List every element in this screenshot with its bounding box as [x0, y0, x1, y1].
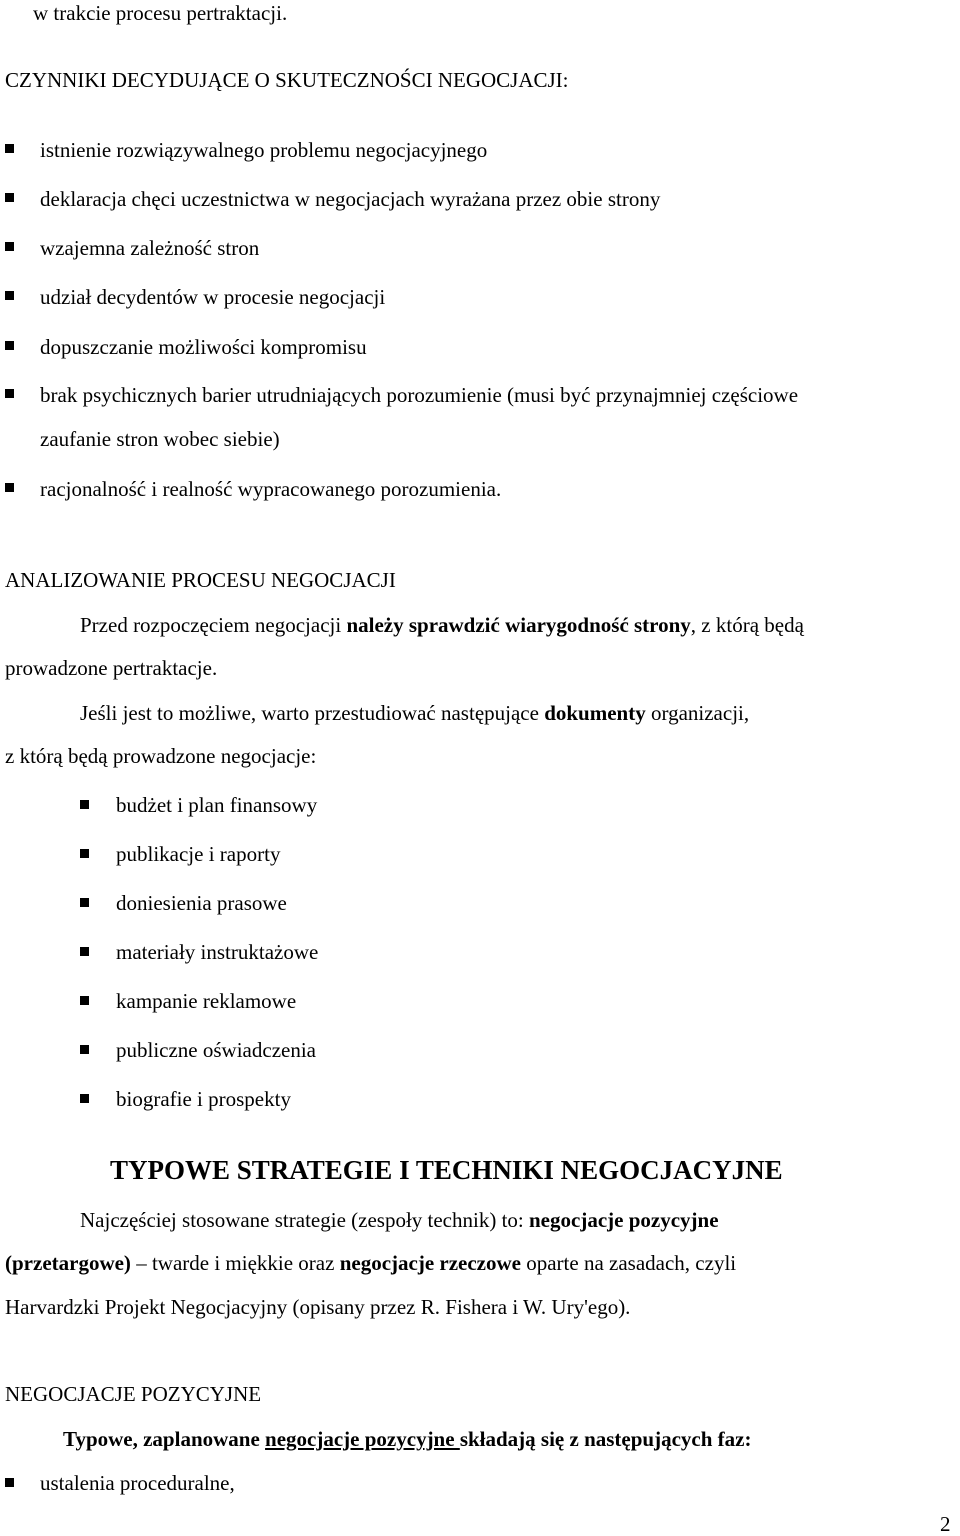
list-item: wzajemna zależność stron	[40, 236, 260, 260]
text-span: Przed rozpoczęciem negocjacji	[80, 613, 347, 637]
emphasis-text: dokumenty	[544, 701, 646, 725]
strategies-line-1	[80, 1210, 719, 1231]
bullet-icon	[5, 291, 14, 300]
list-item: racjonalność i realność wypracowanego porozumienia.	[40, 477, 502, 501]
bullet-icon	[5, 1478, 14, 1487]
bullet-icon	[80, 947, 89, 956]
text-span: – twarde i miękkie oraz	[130, 1251, 340, 1275]
list-item: ustalenia proceduralne,	[40, 1471, 235, 1495]
underlined-text: negocjacje pozycyjne	[265, 1427, 460, 1451]
emphasis-text: negocjacje pozycyjne	[529, 1208, 719, 1232]
analysis-paragraph-1-line-2: prowadzone pertraktacje.	[5, 656, 218, 680]
page-number: 2	[940, 1512, 951, 1536]
list-item: publikacje i raporty	[116, 842, 281, 866]
factors-heading: CZYNNIKI DECYDUJĄCE O SKUTECZNOŚCI NEGOCJACJI:	[5, 68, 569, 92]
bullet-icon	[80, 800, 89, 809]
analysis-paragraph-2	[80, 703, 749, 724]
analysis-paragraph-1	[80, 615, 804, 636]
positional-lead	[63, 1429, 751, 1450]
intro-tail-text: w trakcie procesu pertraktacji.	[33, 1, 288, 25]
list-item: deklaracja chęci uczestnictwa w negocjacjach wyrażana przez obie strony	[40, 187, 661, 211]
list-item: istnienie rozwiązywalnego problemu negocjacyjnego	[40, 138, 488, 162]
text-span: organizacji,	[645, 701, 750, 725]
list-item: kampanie reklamowe	[116, 989, 297, 1013]
list-item: biografie i prospekty	[116, 1087, 291, 1111]
list-item: materiały instruktażowe	[116, 940, 319, 964]
bullet-icon	[5, 144, 14, 153]
list-item: brak psychicznych barier utrudniających porozumienie (musi być przynajmniej częściowe	[40, 383, 799, 407]
text-span: Typowe, zaplanowane	[63, 1427, 266, 1451]
bullet-icon	[80, 1094, 89, 1103]
text-span: , z którą będą	[690, 613, 804, 637]
bullet-icon	[5, 389, 14, 398]
emphasis-text: (przetargowe)	[5, 1251, 131, 1275]
list-item: dopuszczanie możliwości kompromisu	[40, 335, 367, 359]
text-span: Jeśli jest to możliwe, warto przestudiować następujące	[80, 701, 545, 725]
bullet-icon	[5, 341, 14, 350]
text-span: oparte na zasadach, czyli	[520, 1251, 737, 1275]
list-item: udział decydentów w procesie negocjacji	[40, 285, 386, 309]
positional-heading: NEGOCJACJE POZYCYJNE	[5, 1382, 262, 1406]
strategies-line-3: Harvardzki Projekt Negocjacyjny (opisany przez R. Fishera i W. Ury'ego).	[5, 1295, 631, 1319]
bullet-icon	[5, 242, 14, 251]
list-item: doniesienia prasowe	[116, 891, 287, 915]
list-item-continuation: zaufanie stron wobec siebie)	[40, 427, 280, 451]
list-item: budżet i plan finansowy	[116, 793, 318, 817]
strategies-line-2	[5, 1253, 736, 1274]
emphasis-text: negocjacje rzeczowe	[339, 1251, 521, 1275]
bullet-icon	[5, 193, 14, 202]
bullet-icon	[80, 898, 89, 907]
text-span: Najczęściej stosowane strategie (zespoły technik) to:	[80, 1208, 529, 1232]
analysis-heading: ANALIZOWANIE PROCESU NEGOCJACJI	[5, 568, 396, 592]
analysis-paragraph-2-line-2: z którą będą prowadzone negocjacje:	[5, 744, 317, 768]
emphasis-text: należy sprawdzić wiarygodność strony	[346, 613, 691, 637]
strategies-heading: TYPOWE STRATEGIE I TECHNIKI NEGOCJACYJNE	[110, 1155, 783, 1185]
bullet-icon	[5, 483, 14, 492]
bullet-icon	[80, 996, 89, 1005]
text-span: składają się z następujących faz:	[459, 1427, 752, 1451]
bullet-icon	[80, 849, 89, 858]
bullet-icon	[80, 1045, 89, 1054]
list-item: publiczne oświadczenia	[116, 1038, 316, 1062]
